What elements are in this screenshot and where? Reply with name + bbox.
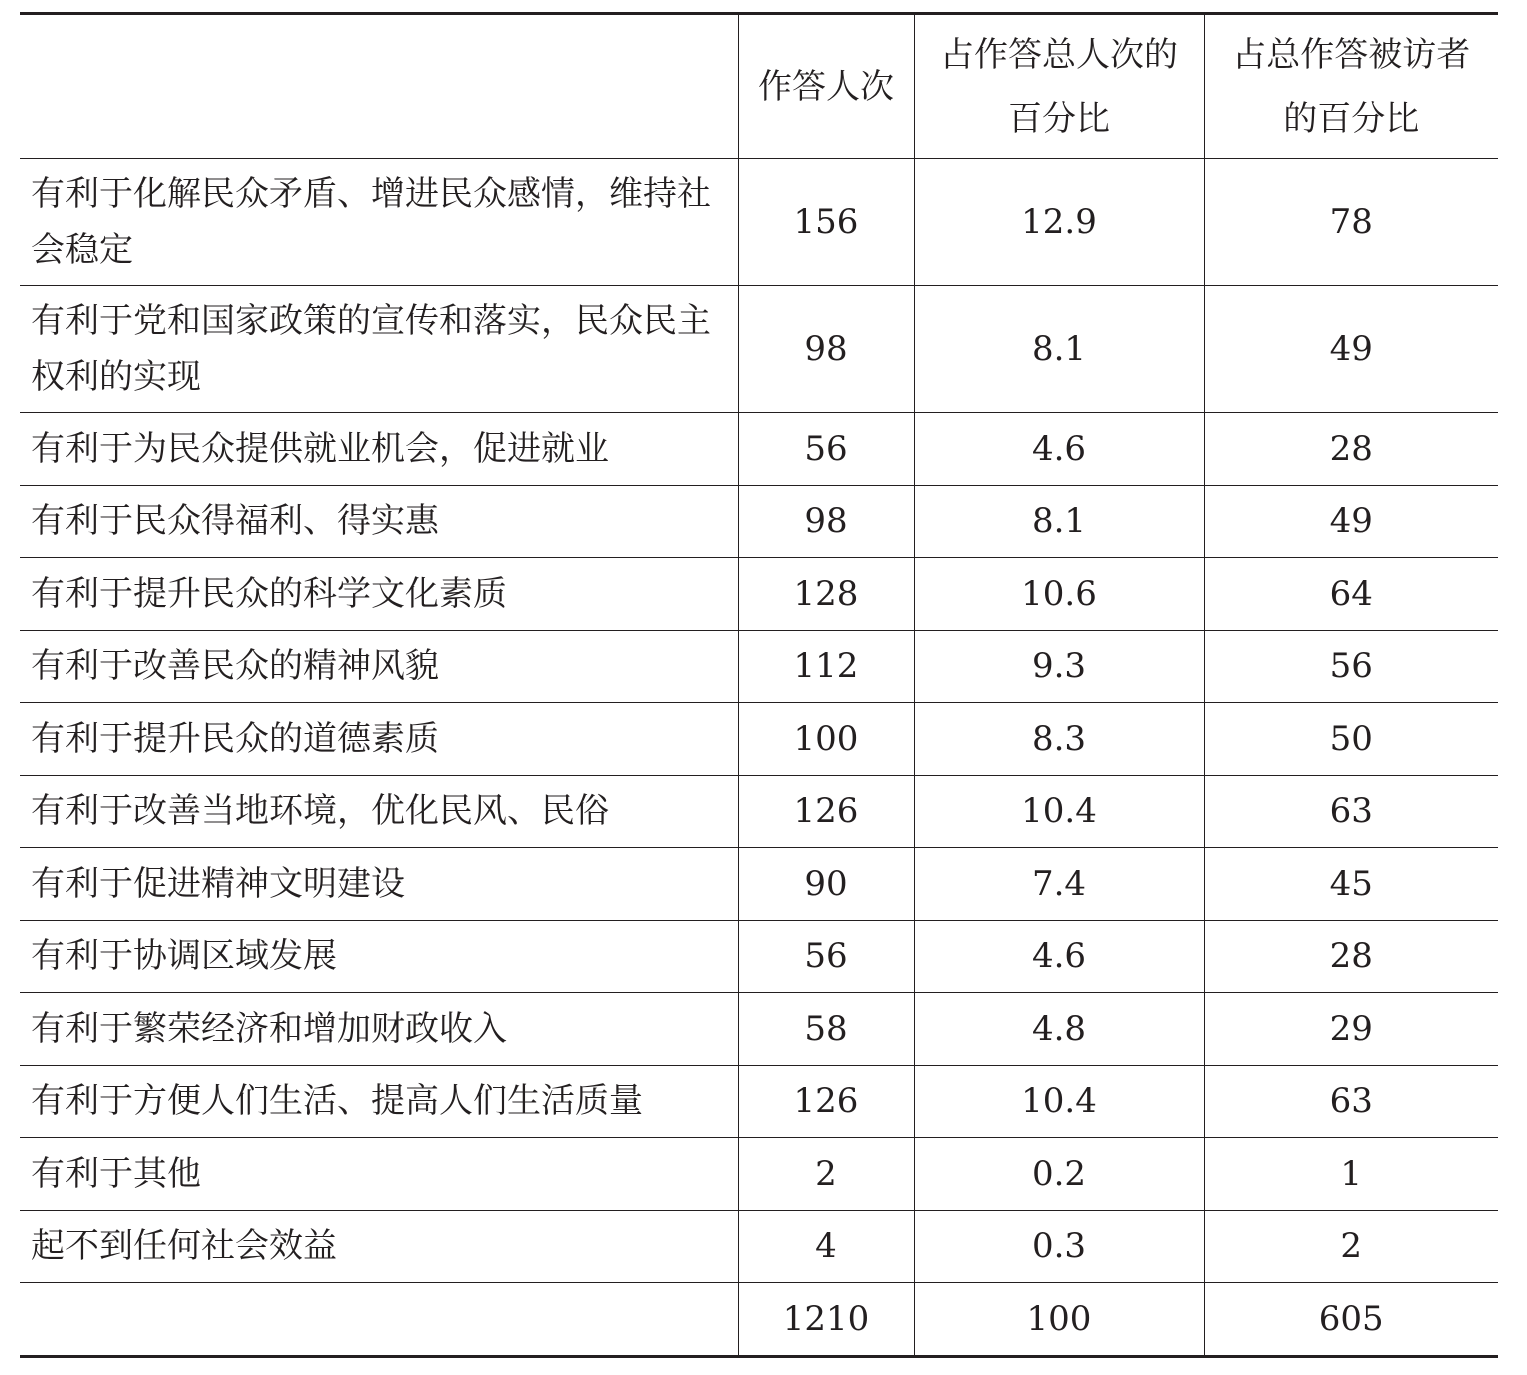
totals-pct-respondents: 605 <box>1204 1283 1498 1357</box>
row-count: 56 <box>738 920 914 993</box>
row-pct-respondents: 63 <box>1204 775 1498 848</box>
header-pct-answers: 占作答总人次的百分比 <box>914 14 1204 159</box>
row-pct-respondents: 1 <box>1204 1138 1498 1211</box>
row-pct-answers: 9.3 <box>914 630 1204 703</box>
row-pct-respondents: 63 <box>1204 1065 1498 1138</box>
row-label: 有利于繁荣经济和增加财政收入 <box>20 993 738 1066</box>
row-pct-answers: 8.1 <box>914 286 1204 413</box>
row-pct-answers: 0.3 <box>914 1210 1204 1283</box>
table-row <box>20 848 1498 921</box>
row-pct-answers: 7.4 <box>914 848 1204 921</box>
table-row <box>20 920 1498 993</box>
row-label: 有利于民众得福利、得实惠 <box>20 485 738 558</box>
row-label: 有利于为民众提供就业机会，促进就业 <box>20 413 738 486</box>
table-row <box>20 993 1498 1066</box>
row-pct-answers: 10.4 <box>914 775 1204 848</box>
header-empty <box>20 14 738 159</box>
header-row <box>20 14 1498 159</box>
row-label: 有利于化解民众矛盾、增进民众感情，维持社会稳定 <box>20 159 738 286</box>
totals-label <box>20 1283 738 1357</box>
row-label: 有利于方便人们生活、提高人们生活质量 <box>20 1065 738 1138</box>
row-pct-respondents: 49 <box>1204 286 1498 413</box>
table-row <box>20 413 1498 486</box>
row-count: 90 <box>738 848 914 921</box>
table-row <box>20 630 1498 703</box>
row-pct-respondents: 64 <box>1204 558 1498 631</box>
table-row <box>20 703 1498 776</box>
row-label: 起不到任何社会效益 <box>20 1210 738 1283</box>
row-count: 112 <box>738 630 914 703</box>
row-pct-respondents: 56 <box>1204 630 1498 703</box>
row-count: 56 <box>738 413 914 486</box>
table-row <box>20 775 1498 848</box>
row-pct-answers: 12.9 <box>914 159 1204 286</box>
row-pct-respondents: 45 <box>1204 848 1498 921</box>
row-pct-respondents: 29 <box>1204 993 1498 1066</box>
row-label: 有利于党和国家政策的宣传和落实，民众民主权利的实现 <box>20 286 738 413</box>
row-label: 有利于改善民众的精神风貌 <box>20 630 738 703</box>
row-label: 有利于提升民众的道德素质 <box>20 703 738 776</box>
row-label: 有利于协调区域发展 <box>20 920 738 993</box>
table-row <box>20 1210 1498 1283</box>
table-row <box>20 485 1498 558</box>
row-pct-respondents: 49 <box>1204 485 1498 558</box>
table-row <box>20 1138 1498 1211</box>
row-count: 156 <box>738 159 914 286</box>
table-row <box>20 558 1498 631</box>
row-count: 58 <box>738 993 914 1066</box>
totals-pct-answers: 100 <box>914 1283 1204 1357</box>
row-count: 98 <box>738 286 914 413</box>
header-pct-respondents: 占总作答被访者的百分比 <box>1204 14 1498 159</box>
row-pct-answers: 0.2 <box>914 1138 1204 1211</box>
row-pct-answers: 8.3 <box>914 703 1204 776</box>
table-row <box>20 159 1498 286</box>
row-pct-respondents: 28 <box>1204 413 1498 486</box>
row-pct-respondents: 28 <box>1204 920 1498 993</box>
table-row <box>20 286 1498 413</box>
row-pct-answers: 4.8 <box>914 993 1204 1066</box>
row-label: 有利于提升民众的科学文化素质 <box>20 558 738 631</box>
row-count: 98 <box>738 485 914 558</box>
survey-table <box>20 12 1498 1358</box>
row-label: 有利于促进精神文明建设 <box>20 848 738 921</box>
row-pct-answers: 8.1 <box>914 485 1204 558</box>
row-label: 有利于改善当地环境，优化民风、民俗 <box>20 775 738 848</box>
row-pct-respondents: 78 <box>1204 159 1498 286</box>
totals-count: 1210 <box>738 1283 914 1357</box>
row-pct-answers: 4.6 <box>914 413 1204 486</box>
row-pct-answers: 10.6 <box>914 558 1204 631</box>
row-count: 126 <box>738 1065 914 1138</box>
table-row <box>20 1065 1498 1138</box>
row-count: 4 <box>738 1210 914 1283</box>
row-count: 2 <box>738 1138 914 1211</box>
row-pct-answers: 10.4 <box>914 1065 1204 1138</box>
row-count: 128 <box>738 558 914 631</box>
row-label: 有利于其他 <box>20 1138 738 1211</box>
row-count: 126 <box>738 775 914 848</box>
row-pct-respondents: 2 <box>1204 1210 1498 1283</box>
row-pct-respondents: 50 <box>1204 703 1498 776</box>
header-count: 作答人次 <box>738 14 914 159</box>
totals-row <box>20 1283 1498 1357</box>
row-pct-answers: 4.6 <box>914 920 1204 993</box>
row-count: 100 <box>738 703 914 776</box>
